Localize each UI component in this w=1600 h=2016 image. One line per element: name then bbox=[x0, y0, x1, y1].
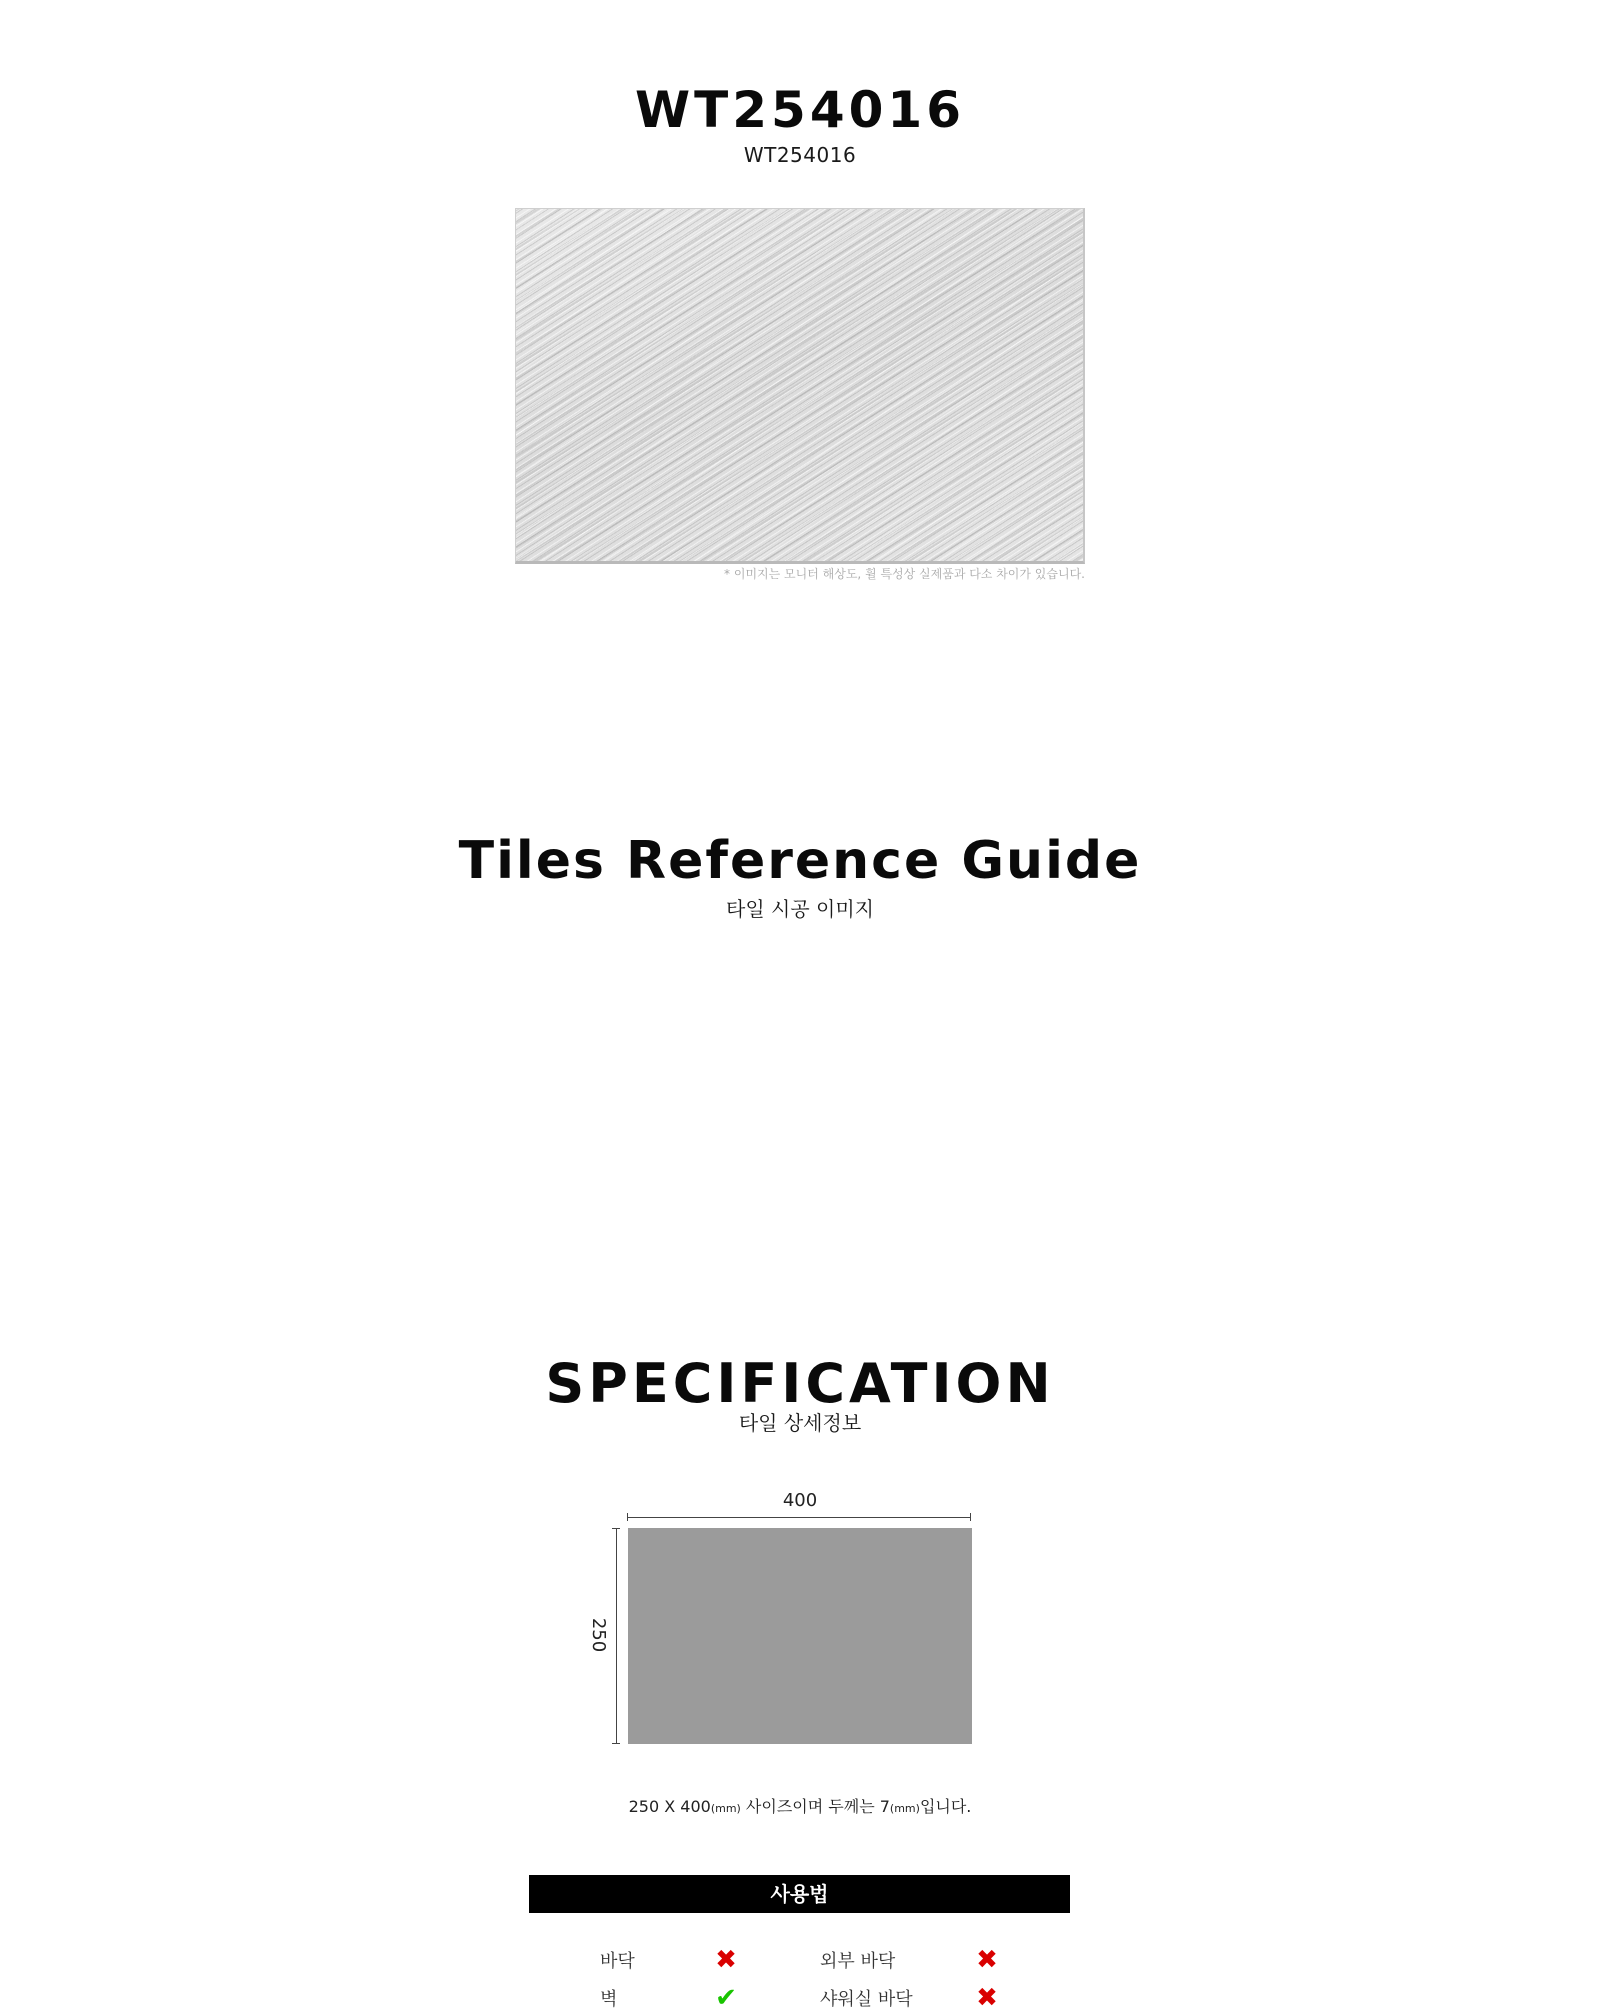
specification-description bbox=[0, 1796, 1600, 1820]
dimension-height-label: 250 bbox=[588, 1617, 609, 1653]
cross-icon: ✖ bbox=[715, 1945, 737, 1975]
reference-guide-subtitle: 타일 시공 이미지 bbox=[726, 897, 874, 921]
dimension-width-line bbox=[627, 1517, 971, 1518]
cross-icon: ✖ bbox=[976, 1983, 998, 2013]
specification-title: SPECIFICATION bbox=[545, 1352, 1055, 1415]
tile-size-diagram bbox=[628, 1528, 972, 1744]
image-disclaimer: * 이미지는 모니터 해상도, 휠 특성상 실제품과 다소 차이가 있습니다. bbox=[724, 567, 1085, 581]
tile-texture-image bbox=[515, 208, 1085, 564]
usage-wall-label: 벽 bbox=[600, 1989, 618, 2010]
dimension-height-tick-top bbox=[612, 1528, 620, 1529]
spec-unit-2: (mm) bbox=[889, 1802, 920, 1815]
spec-thickness-text: 사이즈이며 두께는 7 bbox=[740, 1797, 890, 1816]
dimension-height-line bbox=[616, 1528, 617, 1744]
cross-icon: ✖ bbox=[976, 1945, 998, 1975]
product-code: WT254016 bbox=[743, 143, 857, 167]
dimension-height-tick-bottom bbox=[612, 1743, 620, 1744]
dimension-width-label: 400 bbox=[782, 1490, 818, 1511]
usage-outdoor-floor-label: 외부 바닥 bbox=[820, 1951, 896, 1972]
dimension-width-tick-left bbox=[627, 1513, 628, 1521]
spec-unit-1: (mm) bbox=[710, 1802, 741, 1815]
product-title: WT254016 bbox=[635, 81, 965, 139]
usage-floor-label: 바닥 bbox=[600, 1951, 635, 1972]
usage-shower-floor-label: 샤워실 바닥 bbox=[820, 1989, 913, 2010]
dimension-width-tick-right bbox=[970, 1513, 971, 1521]
spec-size: 250 X 400 bbox=[628, 1797, 711, 1816]
check-icon: ✔ bbox=[715, 1983, 737, 2013]
spec-end-text: 입니다. bbox=[919, 1797, 972, 1816]
specification-subtitle: 타일 상세정보 bbox=[738, 1411, 862, 1435]
usage-header: 사용법 bbox=[529, 1875, 1070, 1913]
reference-guide-title: Tiles Reference Guide bbox=[458, 831, 1142, 891]
